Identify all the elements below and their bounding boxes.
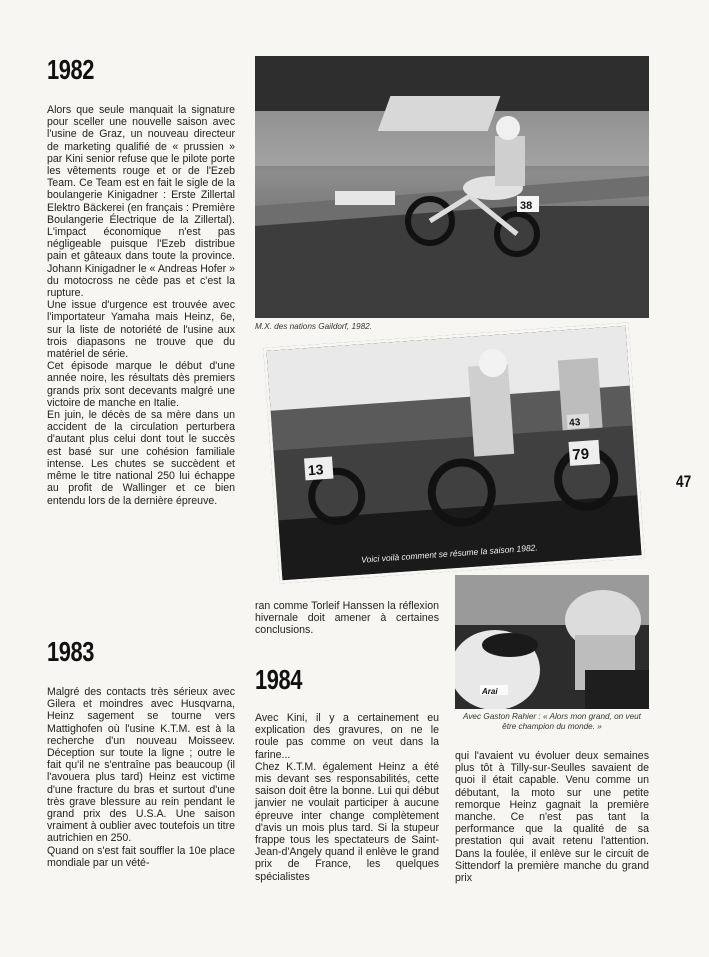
- photo-season-1982: [263, 323, 645, 584]
- paragraph: Chez K.T.M. également Heinz a été mis devant ses responsabilités, cette saison doit être la bonne. Lui qui début janvier ne voulait participer à aucune épreuve inter change complètement d'avis un mois plus tard. Si la stupeur frappe tous les spectateurs de Saint-Jean-d'Angely quand il enlève le grand prix de France, les quelques spécialistes: [255, 760, 439, 883]
- paragraph: Une issue d'urgence est trouvée avec l'importateur Yamaha mais Heinz, 6e, sur la liste de notoriété de l'usine aux trois diapasons ne trouve que du matériel de série.: [47, 299, 235, 361]
- text-1984: [255, 712, 439, 883]
- text-1983-continued: ran comme Torleif Hanssen la réflexion hivernale doit amener à certaines conclusions.: [255, 600, 439, 637]
- photo-rahier-image: [455, 575, 649, 709]
- photo-season-1982-image: [266, 326, 641, 581]
- paragraph: Cet épisode marque le début d'une année noire, les résultats dès premiers grands prix sont decevants malgré une victoire de manche en Italie.: [47, 360, 235, 409]
- text-1984-continued: qui l'avaient vu évoluer deux semaines plus tôt à Tilly-sur-Seulles savaient de quoi il était capable. Venu comme un débutant, la moto sur une petite remorque Heinz gagnait la première manche. Ce n'est pas tant la performance que la qualité de sa prestation qui avait retenu l'attention. Dans la foulée, il enlève sur le circuit de Sittendorf la première manche du grand prix: [455, 750, 649, 885]
- photo-mx-nations: [255, 56, 649, 318]
- caption-photo1: M.X. des nations Gaildorf, 1982.: [255, 322, 372, 331]
- paragraph: En juin, le décès de sa mère dans un accident de la circulation perturbera d'autant plus celui dont tout le succès est basé sur une cohésion familiale intense. Les chutes se succèdent et même le titre national 250 lui échappe au profit de Wallinger et ce bien entendu lors de la dernière épreuve.: [47, 409, 235, 507]
- paragraph: Quand on s'est fait souffler la 10e place mondiale par un vété-: [47, 844, 235, 869]
- helmet-brand: Arai: [482, 687, 498, 696]
- bike-number: 79: [571, 445, 590, 464]
- heading-1983: 1983: [47, 636, 95, 667]
- heading-1984: 1984: [255, 664, 303, 695]
- page-number: 47: [676, 472, 692, 491]
- photo-rahier: [455, 575, 649, 709]
- text-1983: [47, 686, 235, 869]
- paragraph: Alors que seule manquait la signature pour sceller une nouvelle saison avec l'usine de Graz, un nouveau directeur de marketing qualifié de « prussien » par Kini senior refuse que le pilote porte les vêtements rouge et or de l'Ezeb Team. Ce Team est en fait le sigle de la boulangerie Kinigadner : Erste Zillertal Elektro Bäckerei (en français : Première Boulangerie Électrique de la Zillertal). L'impact économique n'est pas négligeable puisque l'Ezeb distribue pain et gâteaux dans toute la province. Johann Kinigadner le « Andreas Hofer » du motocross ne cède pas et c'est la rupture.: [47, 104, 235, 300]
- photo-mx-nations-image: [255, 56, 649, 318]
- caption-photo2: Voici voilà comment se résume la saison 1982.: [360, 542, 538, 565]
- paragraph: Avec Kini, il y a certainement eu explication des gravures, on ne le roule pas comme on veut dans la farine...: [255, 712, 439, 761]
- paragraph: Malgré des contacts très sérieux avec Gilera et moindres avec Husqvarna, Heinz sagement se tourne vers Mattighofen où l'usine K.T.M. est à la recherche d'un nouveau Moisseev. Déception sur toute la ligne ; outre le fait qu'il ne s'entraîne pas beaucoup (il l'avouera plus tard) Heinz est victime d'une fracture du bras et surtout d'une très grave blessure au rein pendant le grand prix des U.S.A. Une saison vraiment à oublier avec toutefois un titre autrichien en 250.: [47, 686, 235, 845]
- text-1982: [47, 104, 235, 507]
- caption-photo3: Avec Gaston Rahier : « Alors mon grand, on veut être champion du monde. »: [463, 712, 641, 731]
- heading-1982: 1982: [47, 54, 95, 85]
- bike-number: 13: [307, 461, 324, 479]
- bike-number: 38: [520, 200, 533, 212]
- bike-number: 43: [568, 417, 581, 429]
